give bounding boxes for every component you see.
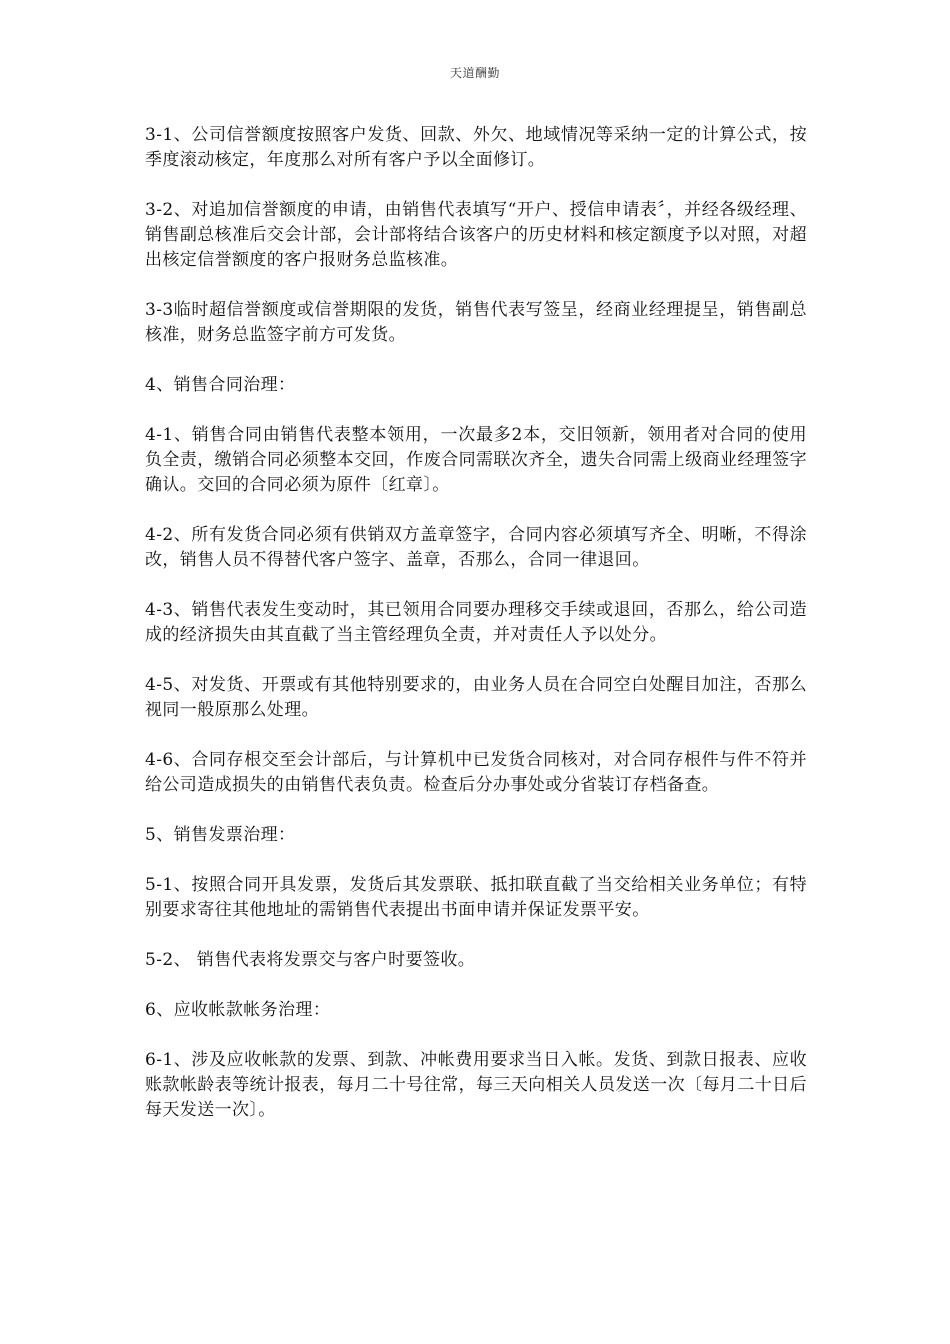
paragraph-5-2: 5-2、 销售代表将发票交与客户时要签收。 [145,950,476,970]
paragraph-4-3: 4-3、销售代表发生变动时，其已领用合同要办理移交手续或退回，否那么，给公司造成的经济损失由其直截了当主管经理负全责，并对责任人予以处分。 [145,600,807,645]
paragraph-4-5: 4-5、对发货、开票或有其他特别要求的，由业务人员在合同空白处醒目加注，否那么视同一般原那么处理。 [145,675,807,720]
paragraph-3-3: 3-3临时超信誉额度或信誉期限的发货，销售代表写签呈，经商业经理提呈，销售副总核准，财务总监签字前方可发货。 [145,300,807,345]
paragraph-3-2: 3-2、对追加信誉额度的申请，由销售代表填写“开户、授信申请表〞，并经各级经理、销售副总核准后交会计部，会计部将结合该客户的历史材料和核定额度予以对照，对超出核定信誉额度的客户报财务总监核准。 [145,200,807,270]
paragraph-3-1: 3-1、公司信誉额度按照客户发货、回款、外欠、地域情况等采纳一定的计算公式，按季度滚动核定，年度那么对所有客户予以全面修订。 [145,125,807,170]
paragraph-4-6: 4-6、合同存根交至会计部后，与计算机中已发货合同核对，对合同存根件与件不符并给公司造成损失的由销售代表负责。检查后分办事处或分省装订存档备查。 [145,750,807,795]
document-body [145,123,807,1148]
paragraph-6-1: 6-1、涉及应收帐款的发票、到款、冲帐费用要求当日入帐。发货、到款日报表、应收账款帐龄表等统计报表，每月二十号往常，每三天向相关人员发送一次〔每月二十日后每天发送一次〕。 [145,1050,807,1120]
page-header: 天道酬勤 [449,66,500,80]
paragraph-5-1: 5-1、按照合同开具发票，发货后其发票联、抵扣联直截了当交给相关业务单位；有特别要求寄往其他地址的需销售代表提出书面申请并保证发票平安。 [145,875,807,920]
paragraph-4-2: 4-2、所有发货合同必须有供销双方盖章签字，合同内容必须填写齐全、明晰，不得涂改，销售人员不得替代客户签字、盖章，否那么，合同一律退回。 [145,525,807,570]
section-heading-5: 5、销售发票治理： [145,825,296,845]
section-heading-4: 4、销售合同治理： [145,375,296,395]
section-heading-6: 6、应收帐款帐务治理： [145,1000,331,1020]
paragraph-4-1: 4-1、销售合同由销售代表整本领用，一次最多2本，交旧领新，领用者对合同的使用负全责，缴销合同必须整本交回，作废合同需联次齐全，遗失合同需上级商业经理签字确认。交回的合同必须为原件〔红章〕。 [145,425,807,495]
